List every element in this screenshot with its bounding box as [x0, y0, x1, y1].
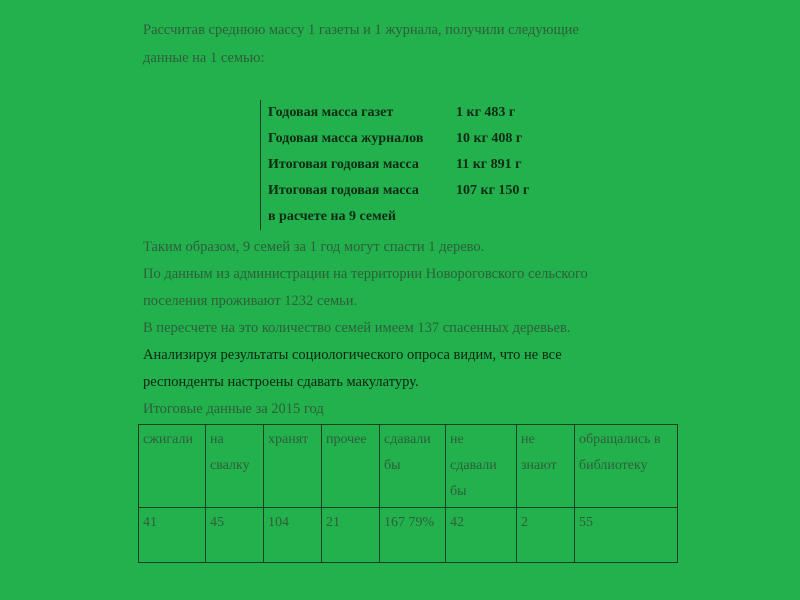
body-line-5: Анализируя результаты социологического опроса видим, что не все: [143, 347, 562, 363]
value-cell: 21: [322, 508, 380, 563]
header-cell: не сдавали бы: [446, 425, 517, 508]
intro-line-1: Рассчитав среднюю массу 1 газеты и 1 журнала, получили следующие: [143, 22, 579, 38]
body-line-6: респонденты настроены сдавать макулатуру.: [143, 374, 419, 390]
header-cell: сжигали: [139, 425, 206, 508]
value-cell: 55: [575, 508, 678, 563]
value-cell: 104: [264, 508, 322, 563]
table-row: [139, 508, 678, 563]
body-line-1: Таким образом, 9 семей за 1 год могут спасти 1 дерево.: [143, 239, 485, 255]
results-table: [138, 424, 678, 563]
summary-value: 107 кг 150 г: [456, 183, 530, 198]
body-line-4: В пересчете на это количество семей имеем 137 спасенных деревьев.: [143, 320, 571, 336]
summary-value: 10 кг 408 г: [456, 131, 523, 146]
table-caption: Итоговые данные за 2015 год: [143, 401, 324, 417]
header-cell: сдавали бы: [380, 425, 446, 508]
summary-label: Годовая масса журналов: [268, 131, 424, 146]
value-cell: 167 79%: [380, 508, 446, 563]
intro-line-2: данные на 1 семью:: [143, 50, 265, 66]
value-cell: 41: [139, 508, 206, 563]
summary-value: 1 кг 483 г: [456, 105, 516, 120]
header-cell: хранят: [264, 425, 322, 508]
summary-label: Годовая масса газет: [268, 105, 394, 120]
header-cell: прочее: [322, 425, 380, 508]
body-line-3: поселения проживают 1232 семьи.: [143, 293, 358, 309]
summary-label: в расчете на 9 семей: [268, 209, 396, 224]
header-cell: обращались в библиотеку: [575, 425, 678, 508]
summary-table: [260, 100, 530, 230]
summary-label: Итоговая годовая масса: [268, 183, 419, 198]
body-line-2: По данным из администрации на территории Новороговского сельского: [143, 266, 588, 282]
summary-value: 11 кг 891 г: [456, 157, 522, 172]
table-header-row: [139, 425, 678, 508]
value-cell: 2: [517, 508, 575, 563]
header-cell: не знают: [517, 425, 575, 508]
summary-label: Итоговая годовая масса: [268, 157, 419, 172]
value-cell: 42: [446, 508, 517, 563]
header-cell: на свалку: [206, 425, 264, 508]
value-cell: 45: [206, 508, 264, 563]
